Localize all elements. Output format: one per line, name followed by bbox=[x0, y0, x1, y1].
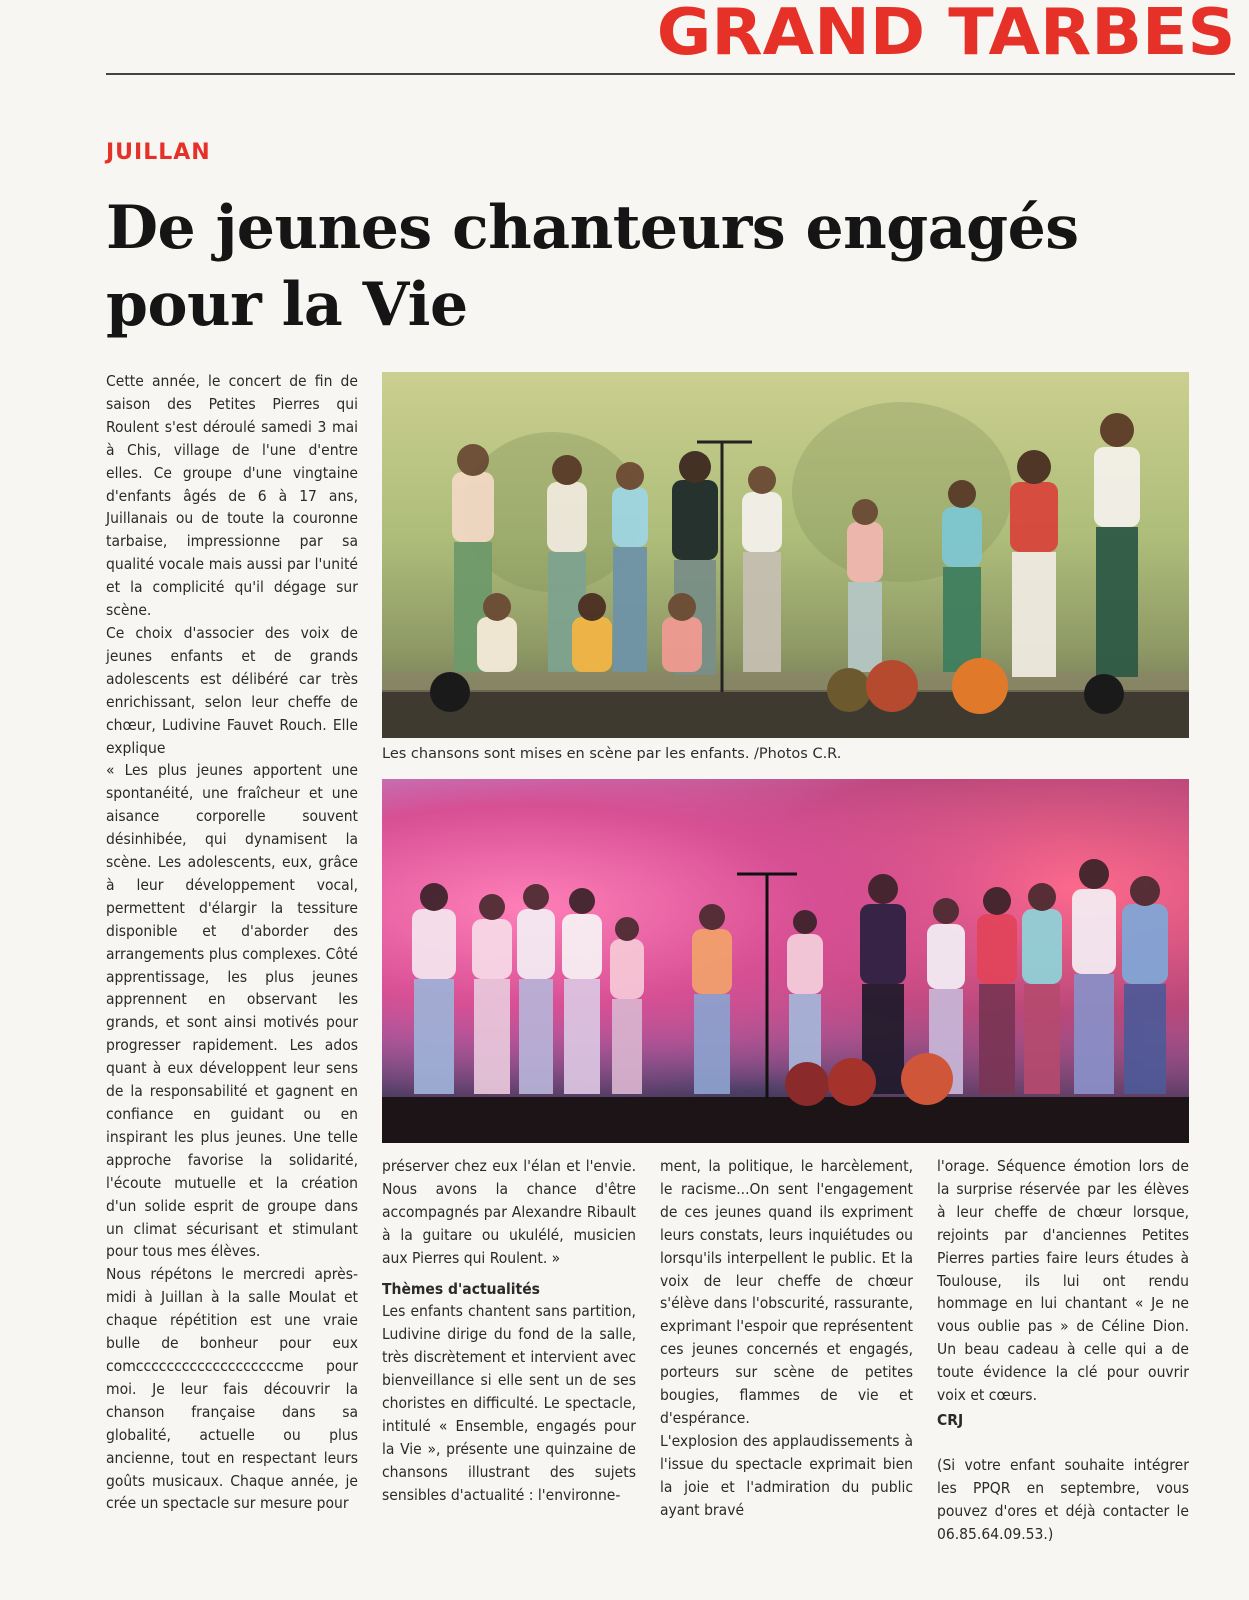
paragraph: l'orage. Séquence émotion lors de la surprise réservée par les élèves à leur cheffe de chœur lorsque, rejoints par d'anciennes Petites Pierres parties faire leurs études à Toulouse, ils lui ont rendu hommage en lui chantant « Je ne vous oublie pas » de Céline Dion. Un beau cadeau à celle qui a de toute évidence la clé pour ouvrir voix et cœurs. bbox=[937, 1157, 1189, 1405]
paragraph: Les enfants chantent sans partition, Ludivine dirige du fond de la salle, très discrètement et intervient avec bienveillance si elle sent un de ses choristes en difficulté. Le spectacle, intitulé « Ensemble, engagés pour la Vie », présente une quinzaine de chansons illustrant des sujets sensibles d'actualité : l'environne- bbox=[382, 1302, 636, 1504]
section-subheading: Thèmes d'actualités bbox=[382, 1279, 540, 1298]
paragraph: Nous répétons le mercredi après-midi à Juillan à la salle Moulat et chaque répétition est une vraie bulle de bonheur pour eux comcccccccccccccccccccme pour moi. Je leur fais découvrir la chanson française dans sa globalité, actuelle ou plus ancienne, tout en respectant leurs goûts musicaux. Chaque année, je crée un spectacle sur mesure pour bbox=[106, 1265, 358, 1513]
author-signature: CRJ bbox=[937, 1410, 964, 1429]
kicker-location: JUILLAN bbox=[106, 140, 211, 165]
photo-illustration bbox=[382, 779, 1189, 1143]
paragraph: Ce choix d'associer des voix de jeunes enfants et de grands adolescents est délibéré car très enrichissant, selon leur cheffe de chœur, Ludivine Fauvet Rouch. Elle explique bbox=[106, 623, 358, 757]
photo-caption: Les chansons sont mises en scène par les enfants. /Photos C.R. bbox=[382, 746, 842, 762]
paragraph: préserver chez eux l'élan et l'envie. Nous avons la chance d'être accompagnés par Alexandre Ribault à la guitare ou ukulélé, musicien aux Pierres qui Roulent. » bbox=[382, 1157, 636, 1267]
article-column-1 bbox=[106, 370, 358, 1515]
paragraph: L'explosion des applaudissements à l'issue du spectacle exprimait bien la joie et l'admiration du public ayant bravé bbox=[660, 1431, 913, 1519]
photo-concert-pink-stage bbox=[382, 779, 1189, 1143]
paragraph: Cette année, le concert de fin de saison des Petites Pierres qui Roulent s'est déroulé samedi 3 mai à Chis, village de l'une d'entre elles. Ce groupe d'une vingtaine d'enfants âgés de 6 à 17 ans, Juillanais ou de toute la couronne tarbaise, impressionne par sa qualité vocale mais aussi par l'unité et la complicité qu'il dégage sur scène. bbox=[106, 372, 358, 620]
section-banner: GRAND TARBES bbox=[656, 0, 1235, 70]
photo-illustration bbox=[382, 372, 1189, 738]
article-column-3 bbox=[660, 1155, 913, 1522]
photo-concert-green-stage bbox=[382, 372, 1189, 738]
paragraph: « Les plus jeunes apportent une spontanéité, une fraîcheur et une aisance corporelle souvent désinhibée, qui dynamisent la scène. Les adolescents, eux, grâce à leur développement vocal, permettent d'élargir la tessiture disponible et d'aborder des arrangements plus complexes. Côté apprentissage, les plus jeunes apprennent en observant les grands, et sont ainsi motivés pour progresser rapidement. Les ados quant à eux développent leur sens de la responsabilité et gagnent en confiance en guidant ou en inspirant les plus jeunes. Une telle approche favorise la solidarité, l'écoute mutuelle et la création d'un solide esprit de groupe dans un climat sécurisant et stimulant pour tous mes élèves. bbox=[106, 761, 358, 1261]
article-column-2 bbox=[382, 1155, 636, 1507]
article-column-4 bbox=[937, 1155, 1189, 1546]
article-headline: De jeunes chanteurs engagés pour la Vie bbox=[106, 193, 1079, 341]
paragraph: ment, la politique, le harcèlement, le racisme...On sent l'engagement de ces jeunes quand ils expriment leurs constats, leurs inquiétudes ou lorsqu'ils interpellent le public. Et la voix de leur cheffe de chœur s'élève dans l'obscurité, rassurante, exprimant l'espoir que représentent ces jeunes concernés et engagés, porteurs sur scène de petites bougies, flammes de vie et d'espérance. bbox=[660, 1157, 913, 1427]
contact-note: (Si votre enfant souhaite intégrer les PPQR en septembre, vous pouvez d'ores et déjà contacter le 06.85.64.09.53.) bbox=[937, 1455, 1189, 1543]
header-rule bbox=[106, 73, 1235, 75]
